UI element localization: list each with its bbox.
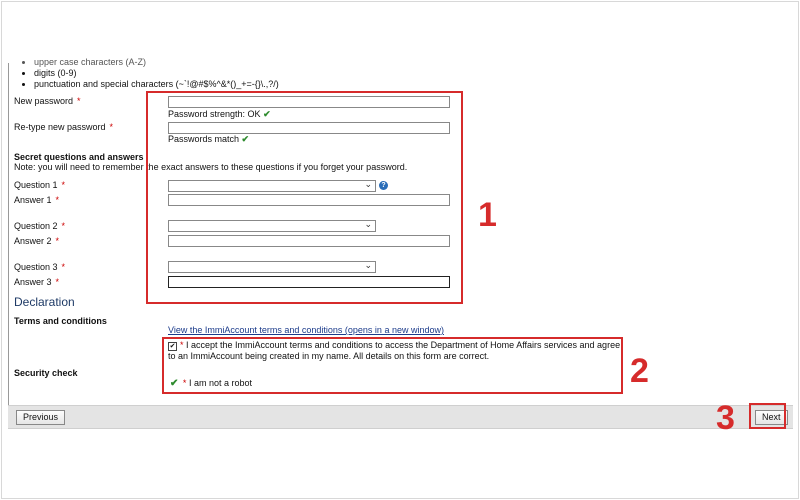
- security-check-label: Security check: [14, 368, 78, 378]
- required-mark: *: [61, 221, 66, 231]
- annotation-number-3: 3: [716, 399, 735, 437]
- captcha-not-robot[interactable]: ✔ * I am not a robot: [170, 378, 252, 389]
- secret-questions-note: Note: you will need to remember the exact answers to these questions if you forget your password.: [14, 162, 408, 172]
- check-icon: ✔: [263, 109, 271, 119]
- required-mark: *: [77, 96, 81, 106]
- required-mark: *: [109, 122, 114, 132]
- password-rule-uppercase: • upper case characters (A-Z): [34, 57, 279, 68]
- answer-2-label: Answer 2 *: [14, 236, 60, 246]
- annotation-number-1: 1: [478, 196, 497, 234]
- next-button[interactable]: Next: [755, 410, 788, 425]
- required-mark: *: [61, 262, 66, 272]
- password-strength: Password strength: OK ✔: [168, 109, 271, 119]
- required-mark: *: [55, 277, 60, 287]
- secret-questions-heading: Secret questions and answers: [14, 152, 144, 162]
- annotation-box-2: [162, 337, 623, 394]
- check-icon: ✔: [241, 134, 250, 144]
- declaration-heading: Declaration: [14, 295, 75, 309]
- chevron-down-icon: ⌄: [364, 219, 372, 229]
- chevron-down-icon: ⌄: [364, 179, 372, 189]
- required-mark: *: [182, 378, 187, 388]
- question-3-label: Question 3 *: [14, 262, 66, 272]
- passwords-match: Passwords match ✔: [168, 134, 250, 144]
- required-mark: *: [55, 236, 60, 246]
- new-password-label: New password *: [14, 96, 81, 106]
- terms-link[interactable]: View the ImmiAccount terms and conditions (opens in a new window): [168, 325, 444, 335]
- required-mark: *: [55, 195, 60, 205]
- accept-terms-text: * I accept the ImmiAccount terms and conditions to access the Department of Home Affairs services and agree to an ImmiAccount being created in my name. All details on this form are correct.: [168, 340, 621, 361]
- help-icon[interactable]: ?: [379, 181, 388, 190]
- answer-1-label: Answer 1 *: [14, 195, 60, 205]
- annotation-box-3: [749, 403, 786, 429]
- question-1-label: Question 1 *: [14, 180, 66, 190]
- terms-label: Terms and conditions: [14, 316, 107, 326]
- previous-button[interactable]: Previous: [16, 410, 65, 425]
- password-rules-list: [24, 57, 279, 90]
- chevron-down-icon: ⌄: [364, 260, 372, 270]
- check-icon: ✔: [170, 378, 179, 389]
- annotation-number-2: 2: [630, 352, 649, 390]
- annotation-box-1: [146, 91, 463, 304]
- question-2-label: Question 2 *: [14, 221, 66, 231]
- password-rule-special: • punctuation and special characters (~`!@#$%^&*()_+=-{}\.,?/): [34, 79, 279, 90]
- password-rule-digits: • digits (0-9): [34, 68, 279, 79]
- accept-terms-checkbox[interactable]: ✔: [169, 343, 176, 350]
- answer-3-label: Answer 3 *: [14, 277, 60, 287]
- required-mark: *: [180, 340, 184, 350]
- page-left-border: [8, 63, 9, 405]
- form-footer: [8, 405, 793, 429]
- retype-password-label: Re-type new password *: [14, 122, 114, 132]
- required-mark: *: [61, 180, 66, 190]
